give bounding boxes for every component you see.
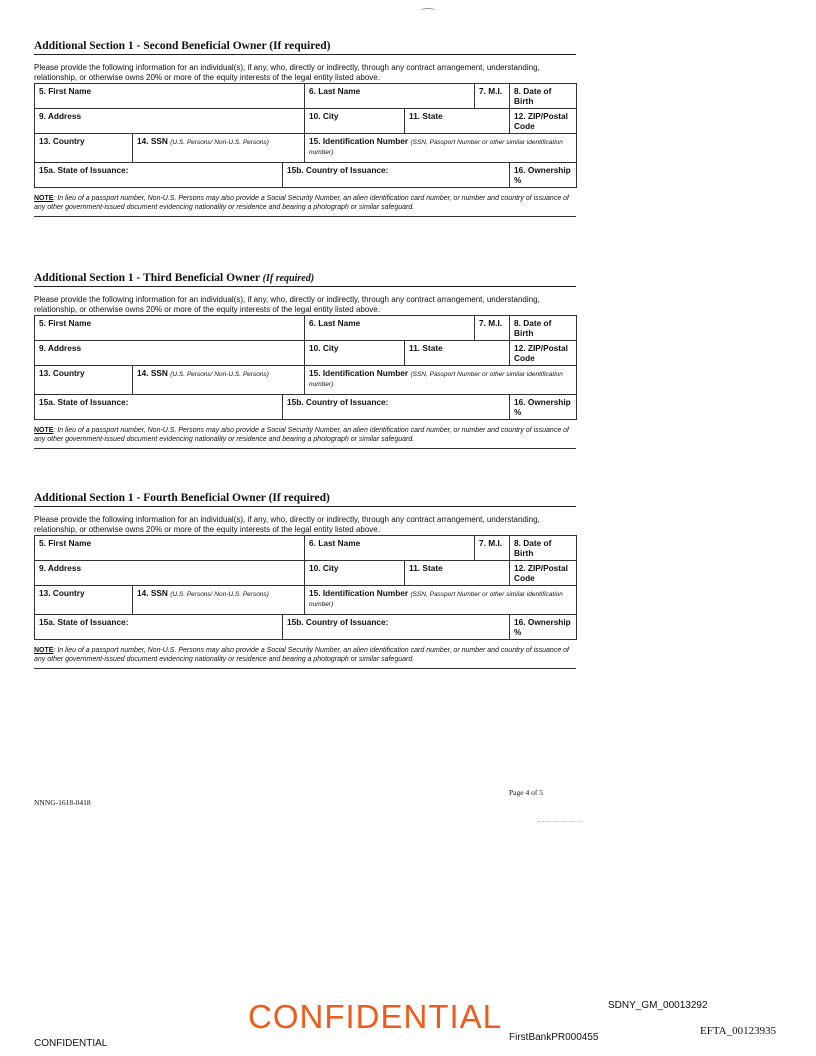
mi-field[interactable] <box>475 536 510 561</box>
bank-document-id: FirstBankPR000455 <box>509 1032 599 1043</box>
id-number-field[interactable] <box>305 134 577 163</box>
required-hint: (If required) <box>262 273 315 284</box>
field-label: 16. Ownership % <box>514 165 571 185</box>
field-label: 6. Last Name <box>309 538 361 548</box>
field-label: 11. State <box>409 563 443 573</box>
required-hint: (If required) <box>268 492 330 504</box>
zip-field[interactable] <box>510 109 577 134</box>
state-field[interactable] <box>405 109 510 134</box>
country-issuance-field[interactable] <box>283 163 510 188</box>
field-label: 7. M.I. <box>479 318 503 328</box>
field-label: 5. First Name <box>39 86 92 96</box>
state-issuance-field[interactable] <box>35 615 283 640</box>
note-label: NOTE <box>34 647 54 654</box>
first-name-field[interactable] <box>35 84 305 109</box>
field-label: 5. First Name <box>39 318 92 328</box>
first-name-field[interactable] <box>35 536 305 561</box>
section-intro: Please provide the following information for an individual(s), if any, who, directly or indirectly, through any contract arrangement, understanding, relationship, or otherwise owns 20% or more of the equity interests of the legal entity listed above. <box>34 515 540 534</box>
id-number-field[interactable] <box>305 586 577 615</box>
scan-artifact <box>420 8 436 13</box>
field-label: 11. State <box>409 111 443 121</box>
scan-artifact <box>538 821 582 822</box>
zip-field[interactable] <box>510 341 577 366</box>
ownership-field[interactable] <box>510 163 577 188</box>
field-label: 15a. State of Issuance: <box>39 165 129 175</box>
ownership-field[interactable] <box>510 615 577 640</box>
section-title-text: Additional Section 1 - Third Beneficial Owner <box>34 272 260 284</box>
field-label: 7. M.I. <box>479 538 503 548</box>
form-code: NNNG-1618-0418 <box>34 798 91 807</box>
address-field[interactable] <box>35 109 305 134</box>
address-field[interactable] <box>35 561 305 586</box>
field-label: 10. City <box>309 343 339 353</box>
field-label: 11. State <box>409 343 443 353</box>
owner-form-table <box>34 315 577 420</box>
note-text: In lieu of a passport number, Non-U.S. Persons may also provide a Social Security Number, an alien identification card number, or number and country of issuance of any other government-issued document evidencing nationality or residence and bearing a photograph or similar safeguard. <box>34 195 569 211</box>
dob-field[interactable] <box>510 536 577 561</box>
ssn-field[interactable] <box>133 586 305 615</box>
field-sublabel: (SSN, Passport Number or other similar identification number) <box>309 139 563 156</box>
section-title-text: Additional Section 1 - Second Beneficial Owner <box>34 40 267 52</box>
state-issuance-field[interactable] <box>35 163 283 188</box>
field-label: 15a. State of Issuance: <box>39 617 129 627</box>
field-sublabel: (SSN, Passport Number or other similar identification number) <box>309 591 563 608</box>
field-label: 8. Date of Birth <box>514 86 552 106</box>
field-label: 13. Country <box>39 368 85 378</box>
confidential-stamp: CONFIDENTIAL <box>248 998 503 1035</box>
field-label: 16. Ownership % <box>514 617 571 637</box>
state-issuance-field[interactable] <box>35 395 283 420</box>
field-label: 9. Address <box>39 563 82 573</box>
field-label: 15. Identification Number <box>309 136 409 146</box>
note: NOTE: In lieu of a passport number, Non-U.S. Persons may also provide a Social Security Number, an alien identification card number, or number and country of issuance of any other government-issued document evidencing nationality or residence and bearing a photograph or similar safeguard. <box>34 426 576 449</box>
confidential-label: CONFIDENTIAL <box>34 1038 108 1049</box>
field-label: 15b. Country of Issuance: <box>287 397 389 407</box>
field-label: 12. ZIP/Postal Code <box>514 563 568 583</box>
field-label: 13. Country <box>39 136 85 146</box>
mi-field[interactable] <box>475 84 510 109</box>
field-label: 10. City <box>309 111 339 121</box>
section-title <box>34 272 576 287</box>
field-label: 15. Identification Number <box>309 368 409 378</box>
section-intro: Please provide the following information for an individual(s), if any, who, directly or indirectly, through any contract arrangement, understanding, relationship, or otherwise owns 20% or more of the equity interests of the legal entity listed above. <box>34 63 540 82</box>
field-label: 9. Address <box>39 111 82 121</box>
last-name-field[interactable] <box>305 316 475 341</box>
country-issuance-field[interactable] <box>283 395 510 420</box>
field-label: 15b. Country of Issuance: <box>287 165 389 175</box>
field-label: 6. Last Name <box>309 318 361 328</box>
dob-field[interactable] <box>510 84 577 109</box>
field-label: 8. Date of Birth <box>514 318 552 338</box>
address-field[interactable] <box>35 341 305 366</box>
section-intro: Please provide the following information for an individual(s), if any, who, directly or indirectly, through any contract arrangement, understanding, relationship, or otherwise owns 20% or more of the equity interests of the legal entity listed above. <box>34 295 540 314</box>
country-field[interactable] <box>35 586 133 615</box>
required-hint: (If required) <box>269 40 331 52</box>
city-field[interactable] <box>305 341 405 366</box>
field-label: 13. Country <box>39 588 85 598</box>
section-title <box>34 40 576 55</box>
field-sublabel: (SSN, Passport Number or other similar identification number) <box>309 371 563 388</box>
field-sublabel: (U.S. Persons/ Non-U.S. Persons) <box>170 371 269 378</box>
last-name-field[interactable] <box>305 536 475 561</box>
field-label: 5. First Name <box>39 538 92 548</box>
note-label: NOTE <box>34 427 54 434</box>
field-sublabel: (U.S. Persons/ Non-U.S. Persons) <box>170 139 269 146</box>
bates-number: SDNY_GM_00013292 <box>608 1000 708 1011</box>
mi-field[interactable] <box>475 316 510 341</box>
field-label: 14. SSN <box>137 588 168 598</box>
efta-number: EFTA_00123935 <box>700 1025 777 1037</box>
owner-form-table <box>34 83 577 188</box>
country-field[interactable] <box>35 366 133 395</box>
id-number-field[interactable] <box>305 366 577 395</box>
city-field[interactable] <box>305 561 405 586</box>
city-field[interactable] <box>305 109 405 134</box>
last-name-field[interactable] <box>305 84 475 109</box>
section-title <box>34 492 576 507</box>
note: NOTE: In lieu of a passport number, Non-U.S. Persons may also provide a Social Security Number, an alien identification card number, or number and country of issuance of any other government-issued document evidencing nationality or residence and bearing a photograph or similar safeguard. <box>34 194 576 217</box>
field-label: 15. Identification Number <box>309 588 409 598</box>
field-label: 12. ZIP/Postal Code <box>514 111 568 131</box>
field-label: 14. SSN <box>137 136 168 146</box>
note: NOTE: In lieu of a passport number, Non-U.S. Persons may also provide a Social Security Number, an alien identification card number, or number and country of issuance of any other government-issued document evidencing nationality or residence and bearing a photograph or similar safeguard. <box>34 646 576 669</box>
field-label: 16. Ownership % <box>514 397 571 417</box>
note-text: In lieu of a passport number, Non-U.S. Persons may also provide a Social Security Number, an alien identification card number, or number and country of issuance of any other government-issued document evidencing nationality or residence and bearing a photograph or similar safeguard. <box>34 427 569 443</box>
page-number: Page 4 of 5 <box>509 788 543 797</box>
state-field[interactable] <box>405 341 510 366</box>
section-third-owner <box>34 272 576 449</box>
country-field[interactable] <box>35 134 133 163</box>
field-label: 8. Date of Birth <box>514 538 552 558</box>
field-label: 9. Address <box>39 343 82 353</box>
field-label: 15b. Country of Issuance: <box>287 617 389 627</box>
field-label: 6. Last Name <box>309 86 361 96</box>
field-label: 12. ZIP/Postal Code <box>514 343 568 363</box>
section-second-owner <box>34 40 576 217</box>
ssn-field[interactable] <box>133 366 305 395</box>
ownership-field[interactable] <box>510 395 577 420</box>
field-label: 7. M.I. <box>479 86 503 96</box>
field-label: 10. City <box>309 563 339 573</box>
section-title-text: Additional Section 1 - Fourth Beneficial Owner <box>34 492 266 504</box>
owner-form-table <box>34 535 577 640</box>
first-name-field[interactable] <box>35 316 305 341</box>
note-label: NOTE <box>34 195 54 202</box>
field-label: 15a. State of Issuance: <box>39 397 129 407</box>
field-sublabel: (U.S. Persons/ Non-U.S. Persons) <box>170 591 269 598</box>
field-label: 14. SSN <box>137 368 168 378</box>
state-field[interactable] <box>405 561 510 586</box>
dob-field[interactable] <box>510 316 577 341</box>
section-fourth-owner <box>34 492 576 669</box>
note-text: In lieu of a passport number, Non-U.S. Persons may also provide a Social Security Number, an alien identification card number, or number and country of issuance of any other government-issued document evidencing nationality or residence and bearing a photograph or similar safeguard. <box>34 647 569 663</box>
country-issuance-field[interactable] <box>283 615 510 640</box>
ssn-field[interactable] <box>133 134 305 163</box>
zip-field[interactable] <box>510 561 577 586</box>
